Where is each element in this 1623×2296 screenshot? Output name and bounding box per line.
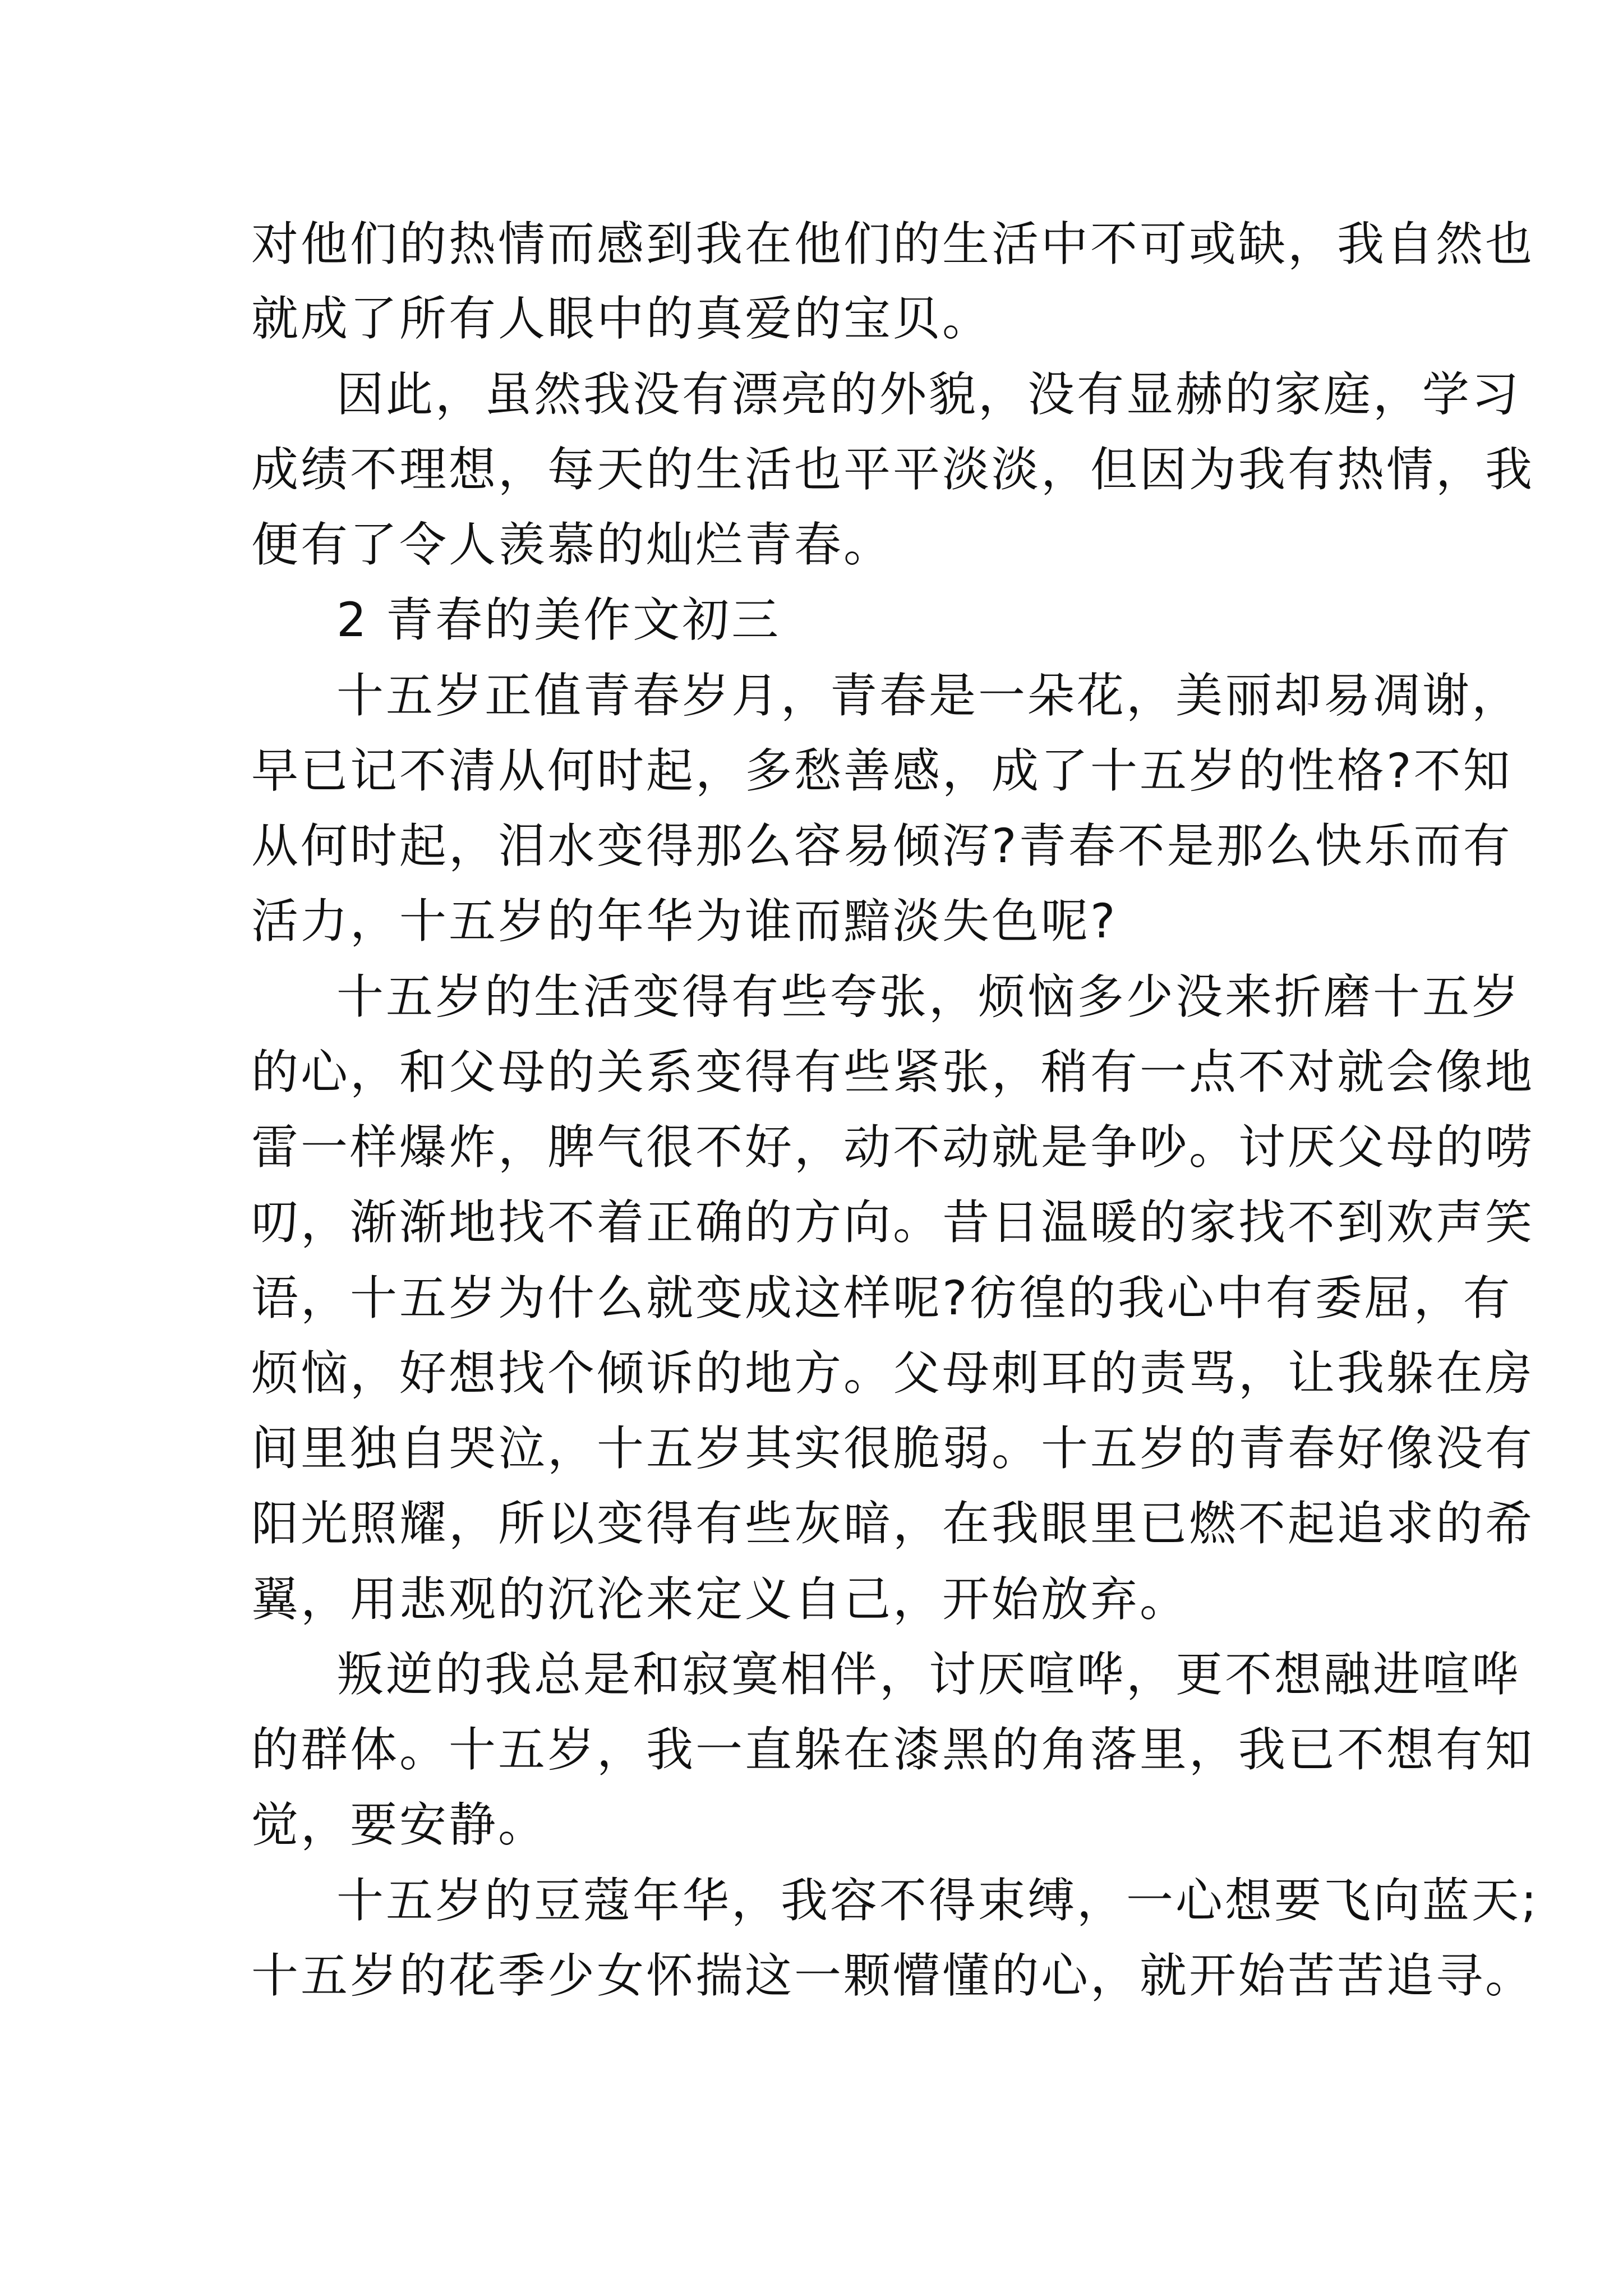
text-line: 成绩不理想，每天的生活也平平淡淡，但因为我有热情，我 xyxy=(251,442,1535,497)
text-line: 就成了所有人眼中的真爱的宝贝。 xyxy=(251,291,992,346)
text-line: 阳光照耀，所以变得有些灰暗，在我眼里已燃不起追求的希 xyxy=(251,1496,1535,1551)
text-line: 的心，和父母的关系变得有些紧张，稍有一点不对就会像地 xyxy=(251,1045,1535,1099)
paragraph-start-line: 因此，虽然我没有漂亮的外貌，没有显赫的家庭，学习 xyxy=(336,367,1521,422)
section-heading: 2 青春的美作文初三 xyxy=(336,592,781,647)
text-line: 从何时起，泪水变得那么容易倾泻?青春不是那么快乐而有 xyxy=(251,818,1513,873)
paragraph-start-line: 十五岁正值青春岁月，青春是一朵花，美丽却易凋谢， xyxy=(336,668,1521,723)
text-line: 语，十五岁为什么就变成这样呢?彷徨的我心中有委屈，有 xyxy=(251,1271,1513,1326)
text-line: 烦恼，好想找个倾诉的地方。父母刺耳的责骂，让我躲在房 xyxy=(251,1346,1535,1401)
text-line: 间里独自哭泣，十五岁其实很脆弱。十五岁的青春好像没有 xyxy=(251,1421,1535,1476)
paragraph-start-line: 十五岁的豆蔻年华，我容不得束缚，一心想要飞向蓝天; xyxy=(336,1873,1539,1928)
text-line: 的群体。十五岁，我一直躲在漆黑的角落里，我已不想有知 xyxy=(251,1722,1535,1777)
paragraph-start-line: 叛逆的我总是和寂寞相伴，讨厌喧哗，更不想融进喧哗 xyxy=(336,1647,1521,1702)
text-line: 活力，十五岁的年华为谁而黯淡失色呢? xyxy=(251,894,1118,949)
paragraph-start-line: 十五岁的生活变得有些夸张，烦恼多少没来折磨十五岁 xyxy=(336,969,1521,1024)
text-line: 翼，用悲观的沉沦来定义自己，开始放弃。 xyxy=(251,1572,1189,1627)
text-line: 叨，渐渐地找不着正确的方向。昔日温暖的家找不到欢声笑 xyxy=(251,1195,1535,1250)
text-line: 对他们的热情而感到我在他们的生活中不可或缺，我自然也 xyxy=(251,217,1535,272)
text-line: 早已记不清从何时起，多愁善感，成了十五岁的性格?不知 xyxy=(251,743,1513,798)
text-line: 十五岁的花季少女怀揣这一颗懵懂的心，就开始苦苦追寻。 xyxy=(251,1948,1535,2003)
text-line: 雷一样爆炸，脾气很不好，动不动就是争吵。讨厌父母的唠 xyxy=(251,1120,1535,1175)
text-line: 便有了令人羡慕的灿烂青春。 xyxy=(251,517,893,572)
text-line: 觉，要安静。 xyxy=(251,1797,548,1852)
